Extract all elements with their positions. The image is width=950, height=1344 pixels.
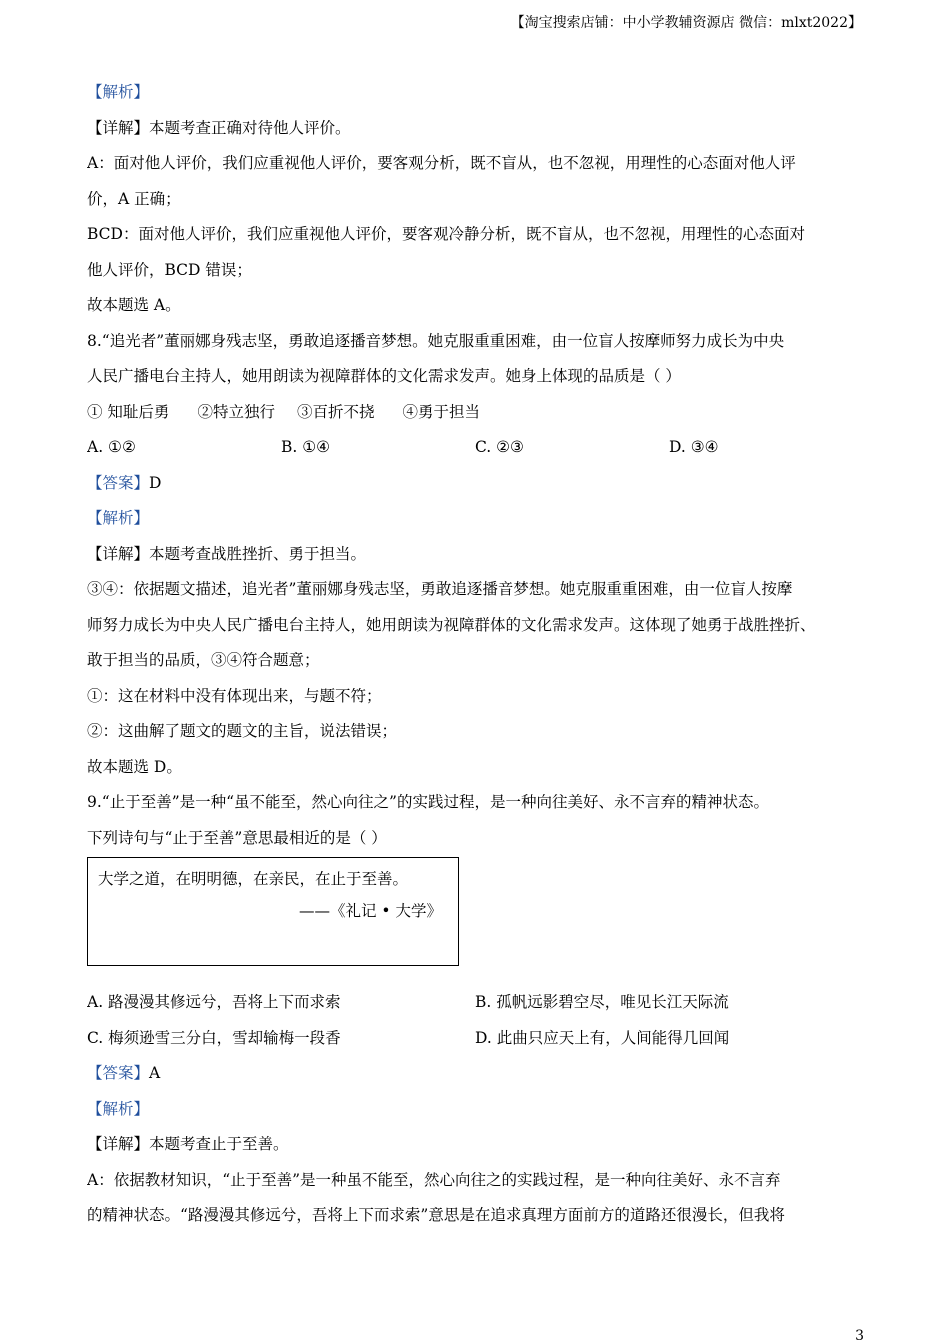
q9-quote-source: ——《礼记 • 大学》 xyxy=(299,902,442,920)
q9-detail: 【详解】本题考查止于至善。 xyxy=(87,1135,289,1153)
answer-label: 【答案】 xyxy=(87,1064,150,1082)
q9-analysis-label: 【解析】 xyxy=(87,1099,150,1118)
q8-explain-line2: 师努力成长为中央人民广播电台主持人，她用朗读为视障群体的文化需求发声。这体现了她勇于战胜挫折、 xyxy=(87,615,816,634)
q7-bcd-line1: BCD：面对他人评价，我们应重视他人评价，要客观冷静分析，既不盲从，也不忽视，用理性的心态面对 xyxy=(87,225,805,243)
q8-explain-line4: ①：这在材料中没有体现出来，与题不符； xyxy=(87,686,382,705)
q8-option-c: C. ②③ xyxy=(475,438,524,456)
q7-bcd-line2: 他人评价，BCD 错误； xyxy=(87,260,252,279)
q9-explain-line1: A：依据教材知识，“止于至善”是一种虽不能至，然心向往之的实践过程，是一种向往美好、永不言弃 xyxy=(87,1170,781,1189)
q8-option-a: A. ①② xyxy=(87,438,136,456)
q8-item: ④勇于担当 xyxy=(402,402,480,421)
q8-options xyxy=(87,435,867,471)
q9-answer xyxy=(87,1061,867,1097)
q8-stem-line2: 人民广播电台主持人，她用朗读为视障群体的文化需求发声。她身上体现的品质是（ ） xyxy=(87,367,681,385)
q9-option-c: C. 梅须逊雪三分白，雪却输梅一段香 xyxy=(87,1028,341,1047)
q8-analysis-label: 【解析】 xyxy=(87,509,150,527)
q8-detail: 【详解】本题考查战胜挫折、勇于担当。 xyxy=(87,544,367,563)
answer-label: 【答案】 xyxy=(87,473,150,492)
q9-stem-line2: 下列诗句与“止于至善”意思最相近的是（ ） xyxy=(87,828,387,847)
q9-explain-line2: 的精神状态。“路漫漫其修远兮，吾将上下而求索”意思是在追求真理方面前方的道路还很漫长，但我将 xyxy=(87,1206,785,1224)
q9-answer-value: A xyxy=(149,1064,161,1082)
q8-conclusion: 故本题选 D。 xyxy=(87,757,182,776)
q8-option-d: D. ③④ xyxy=(669,438,719,456)
q8-stem-line1: 8.“追光者”董丽娜身残志坚，勇敢追逐播音梦想。她克服重重困难，由一位盲人按摩师努力成长为中央 xyxy=(87,331,785,350)
q9-quote-box xyxy=(87,857,459,966)
q9-option-a: A. 路漫漫其修远兮，吾将上下而求索 xyxy=(87,993,341,1011)
q9-stem-line1: 9.“止于至善”是一种“虽不能至，然心向往之”的实践过程，是一种向往美好、永不言弃的精神状态。 xyxy=(87,793,769,811)
page-number: 3 xyxy=(855,1328,864,1344)
q7-detail: 【详解】本题考查正确对待他人评价。 xyxy=(87,118,351,137)
page-header: 【淘宝搜索店铺：中小学教辅资源店 微信：mlxt2022】 xyxy=(510,15,862,31)
q9-options-row1 xyxy=(87,990,867,1026)
q9-option-b: B. 孤帆远影碧空尽，唯见长江天际流 xyxy=(475,993,729,1011)
q7-a-line2: 价，A 正确； xyxy=(87,189,181,208)
q9-option-d: D. 此曲只应天上有，人间能得几回闻 xyxy=(475,1028,730,1047)
q8-answer xyxy=(87,471,867,507)
q8-answer-value: D xyxy=(149,473,162,492)
q8-explain-line5: ②：这曲解了题文的题文的主旨，说法错误； xyxy=(87,722,398,740)
q7-a-line1: A：面对他人评价，我们应重视他人评价，要客观分析，既不盲从，也不忽视，用理性的心态面对他人评 xyxy=(87,154,796,172)
q9-quote: 大学之道，在明明德，在亲民，在止于至善。 xyxy=(98,870,409,888)
document-body xyxy=(87,80,867,1239)
q8-option-b: B. ①④ xyxy=(281,438,331,456)
q9-options-row2 xyxy=(87,1026,867,1062)
q8-item: ① 知耻后勇 xyxy=(87,402,170,421)
q7-conclusion: 故本题选 A。 xyxy=(87,296,181,314)
q8-item: ③百折不挠 xyxy=(296,402,375,421)
q8-explain-line1: ③④：依据题文描述，追光者”董丽娜身残志坚，勇敢追逐播音梦想。她克服重重困难，由一位盲人按摩 xyxy=(87,580,793,598)
q7-analysis-label: 【解析】 xyxy=(87,83,150,101)
q8-item: ②特立独行 xyxy=(197,402,275,421)
q8-explain-line3: 敢于担当的品质，③④符合题意； xyxy=(87,651,320,669)
q8-items xyxy=(87,400,867,436)
